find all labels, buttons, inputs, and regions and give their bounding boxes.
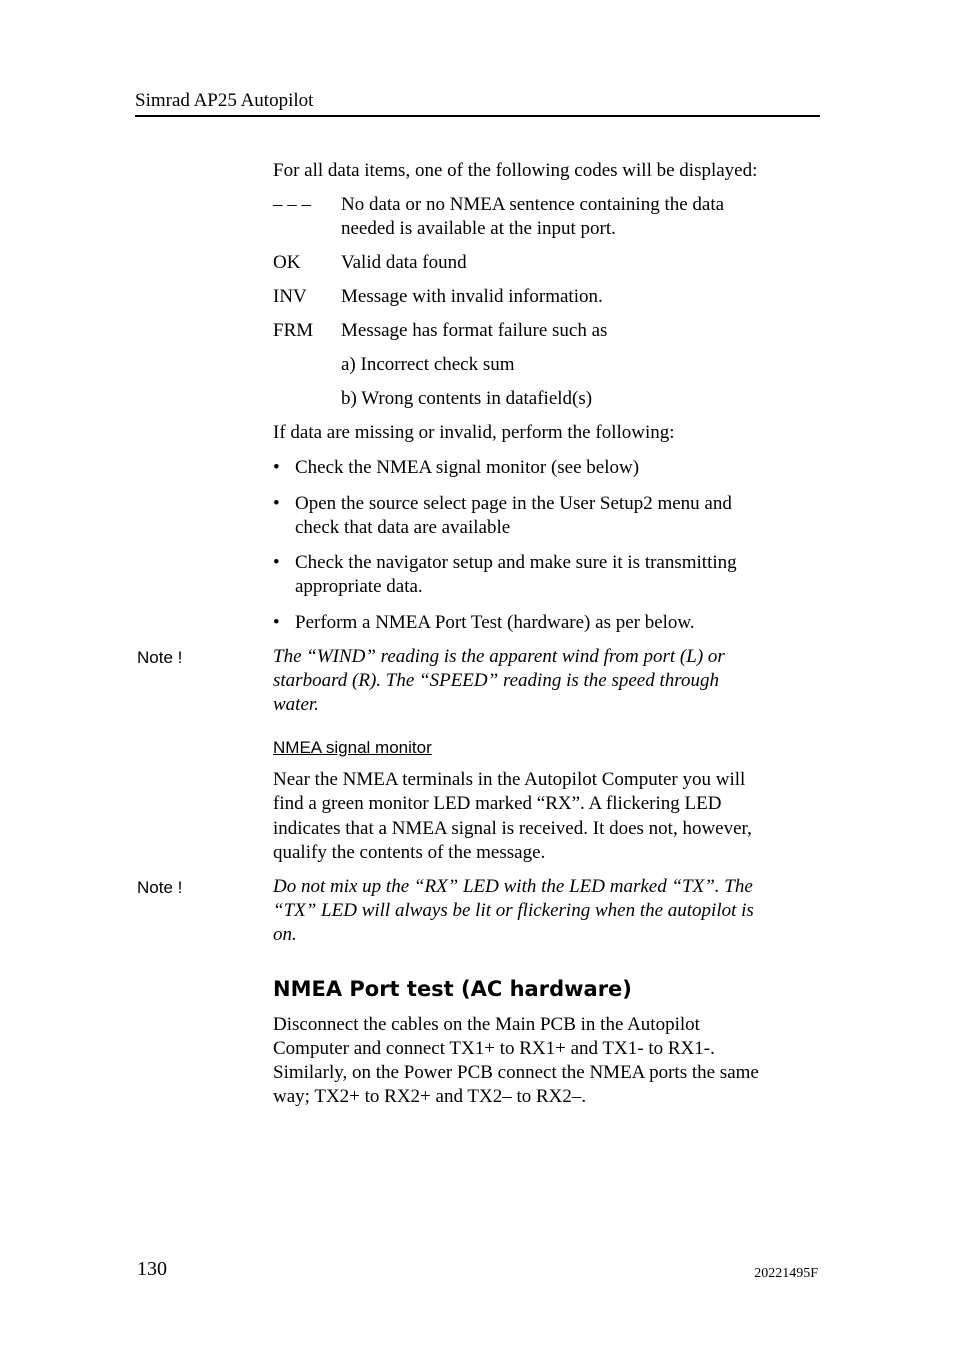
section-title: NMEA Port test (AC hardware) — [273, 977, 632, 1001]
page-number: 130 — [137, 1258, 167, 1280]
bullet-item-1: Check the NMEA signal monitor (see below) — [295, 457, 640, 478]
note-label: Note ! — [137, 878, 183, 897]
port-test-line1: Disconnect the cables on the Main PCB in the Autopilot — [273, 1014, 700, 1035]
code-frm: FRM — [273, 320, 314, 341]
nmea-monitor-line2: find a green monitor LED marked “RX”. A flickering LED — [273, 793, 722, 814]
bullet-item-4: Perform a NMEA Port Test (hardware) as per below. — [295, 612, 695, 633]
bullet-item-3-line1: Check the navigator setup and make sure it is transmitting — [295, 552, 737, 573]
nmea-monitor-heading: NMEA signal monitor — [273, 738, 432, 757]
note1-line2: starboard (R). The “SPEED” reading is the speed through — [273, 670, 719, 691]
header-rule — [135, 115, 820, 117]
bullet-icon: • — [273, 552, 280, 573]
document-code: 20221495F — [754, 1266, 818, 1281]
code-none-desc-line2: needed is available at the input port. — [341, 218, 616, 239]
port-test-line2: Computer and connect TX1+ to RX1+ and TX1- to RX1-. — [273, 1038, 715, 1059]
bullet-item-2-line1: Open the source select page in the User Setup2 menu and — [295, 493, 732, 514]
note2-line1: Do not mix up the “RX” LED with the LED marked “TX”. The — [273, 876, 753, 897]
nmea-monitor-line4: qualify the contents of the message. — [273, 842, 546, 863]
nmea-monitor-line3: indicates that a NMEA signal is received. It does not, however, — [273, 818, 752, 839]
bullet-icon: • — [273, 493, 280, 514]
note-label: Note ! — [137, 648, 183, 667]
code-frm-desc: Message has format failure such as — [341, 320, 608, 341]
note1-line3: water. — [273, 694, 319, 715]
missing-intro: If data are missing or invalid, perform the following: — [273, 422, 675, 443]
bullet-item-3-line2: appropriate data. — [295, 576, 423, 597]
note2-line2: “TX” LED will always be lit or flickering when the autopilot is — [273, 900, 754, 921]
port-test-line4: way; TX2+ to RX2+ and TX2– to RX2–. — [273, 1086, 587, 1107]
bullet-item-2-line2: check that data are available — [295, 517, 511, 538]
code-inv: INV — [273, 286, 307, 307]
codes-intro: For all data items, one of the following codes will be displayed: — [273, 160, 758, 181]
frm-sub-a: a) Incorrect check sum — [341, 354, 515, 375]
code-ok: OK — [273, 252, 301, 273]
code-none-desc-line1: No data or no NMEA sentence containing the data — [341, 194, 725, 215]
nmea-monitor-line1: Near the NMEA terminals in the Autopilot Computer you will — [273, 769, 746, 790]
running-header: Simrad AP25 Autopilot — [135, 90, 314, 111]
code-none: – – – — [273, 194, 311, 215]
port-test-line3: Similarly, on the Power PCB connect the NMEA ports the same — [273, 1062, 759, 1083]
frm-sub-b: b) Wrong contents in datafield(s) — [341, 388, 593, 409]
bullet-icon: • — [273, 457, 280, 478]
bullet-icon: • — [273, 612, 280, 633]
note1-line1: The “WIND” reading is the apparent wind from port (L) or — [273, 646, 725, 667]
code-ok-desc: Valid data found — [341, 252, 467, 273]
note2-line3: on. — [273, 924, 297, 945]
code-inv-desc: Message with invalid information. — [341, 286, 603, 307]
